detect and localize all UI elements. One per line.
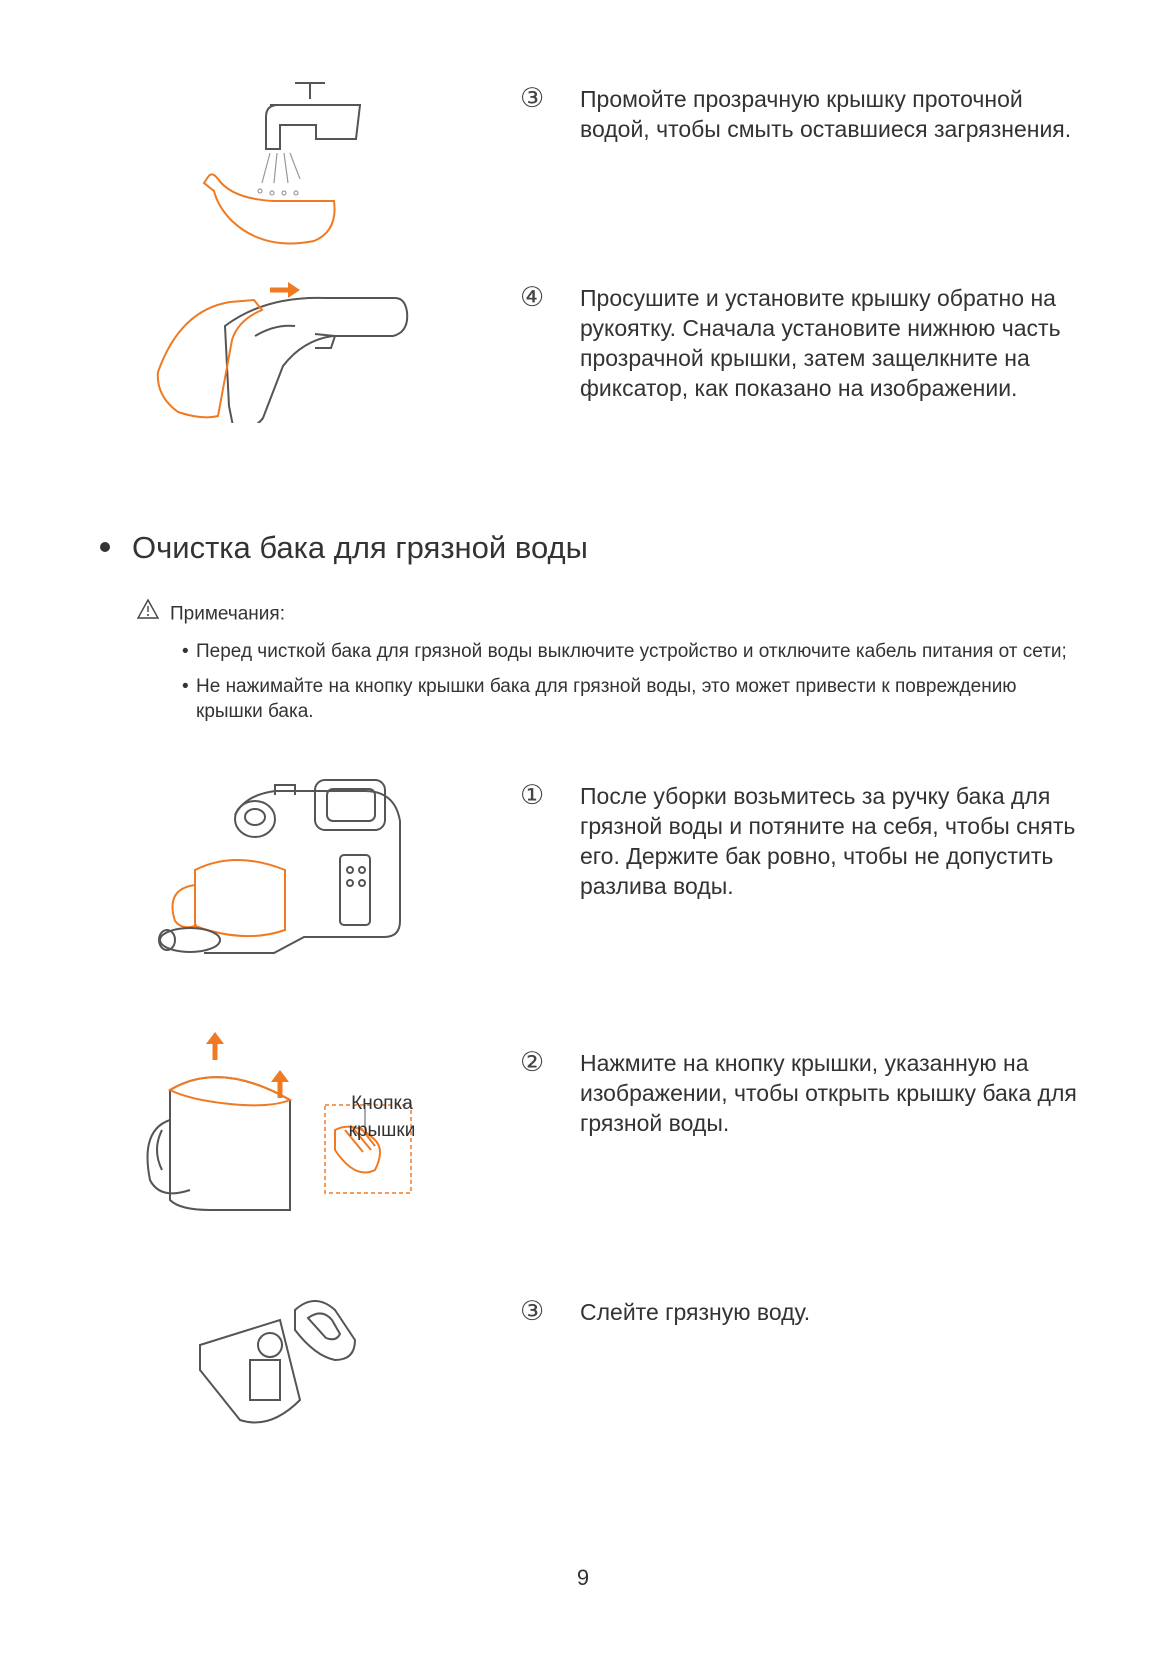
bullet-icon <box>100 542 110 552</box>
cleaner-icon <box>204 780 400 953</box>
handle-icon <box>225 298 407 423</box>
arrow-up-icon <box>206 1032 224 1060</box>
step-number: ③ <box>520 1296 545 1327</box>
note-item <box>136 639 1086 664</box>
warning-icon <box>136 598 160 627</box>
install-cover-illustration <box>155 278 415 423</box>
faucet-icon <box>266 83 360 149</box>
step-text: Слейте грязную воду. <box>580 1299 811 1325</box>
step-number: ③ <box>520 83 545 114</box>
section-title <box>100 528 588 568</box>
callout-line: Кнопка <box>351 1093 413 1114</box>
bullet-icon: • <box>182 676 189 697</box>
rinse-cover-illustration <box>200 75 370 255</box>
step-number: ④ <box>520 282 545 313</box>
notes-heading <box>136 600 1086 629</box>
remove-tank-illustration <box>155 775 415 960</box>
nozzle-icon <box>235 801 275 837</box>
step-number: ② <box>520 1047 545 1078</box>
section-title-text: Очистка бака для грязной воды <box>132 530 588 565</box>
step-text: Промойте прозрачную крышку проточной водой, чтобы смыть оставшиеся загрязнения. <box>580 86 1072 142</box>
step-text: После уборки возьмитесь за ручку бака для грязной воды и потяните на себя, чтобы снять его. Держите бак ровно, чтобы не допустить разлива воды. <box>580 783 1076 899</box>
cover-icon <box>158 300 262 417</box>
note-text: Перед чисткой бака для грязной воды выключите устройство и отключите кабель питания от сети; <box>196 641 1067 662</box>
page-number: 9 <box>576 1565 590 1590</box>
notes-block <box>136 600 1086 724</box>
lid-button-callout <box>332 1090 432 1144</box>
open-tank-icon <box>200 1301 355 1423</box>
step-text: Нажмите на кнопку крышки, указанную на изображении, чтобы открыть крышку бака для грязной воды. <box>580 1050 1077 1136</box>
step-text: Просушите и установите крышку обратно на рукоятку. Сначала установите нижнюю часть прозрачной крышки, затем защелкните на фиксатор, как показано на изображении. <box>580 285 1061 401</box>
note-item <box>136 674 1086 724</box>
tank-icon <box>173 860 286 936</box>
arrow-right-icon <box>270 282 300 298</box>
callout-line: крышки <box>348 1120 416 1141</box>
note-text: Не нажимайте на кнопку крышки бака для грязной воды, это может привести к повреждению крышки бака. <box>196 676 1017 722</box>
brush-roll-icon <box>159 928 220 952</box>
notes-heading-text: Примечания: <box>170 603 285 625</box>
tank-icon <box>148 1077 291 1210</box>
step-number: ① <box>520 780 545 811</box>
bullet-icon: • <box>182 641 189 662</box>
cover-icon <box>204 174 335 243</box>
drain-water-illustration <box>190 1290 370 1435</box>
